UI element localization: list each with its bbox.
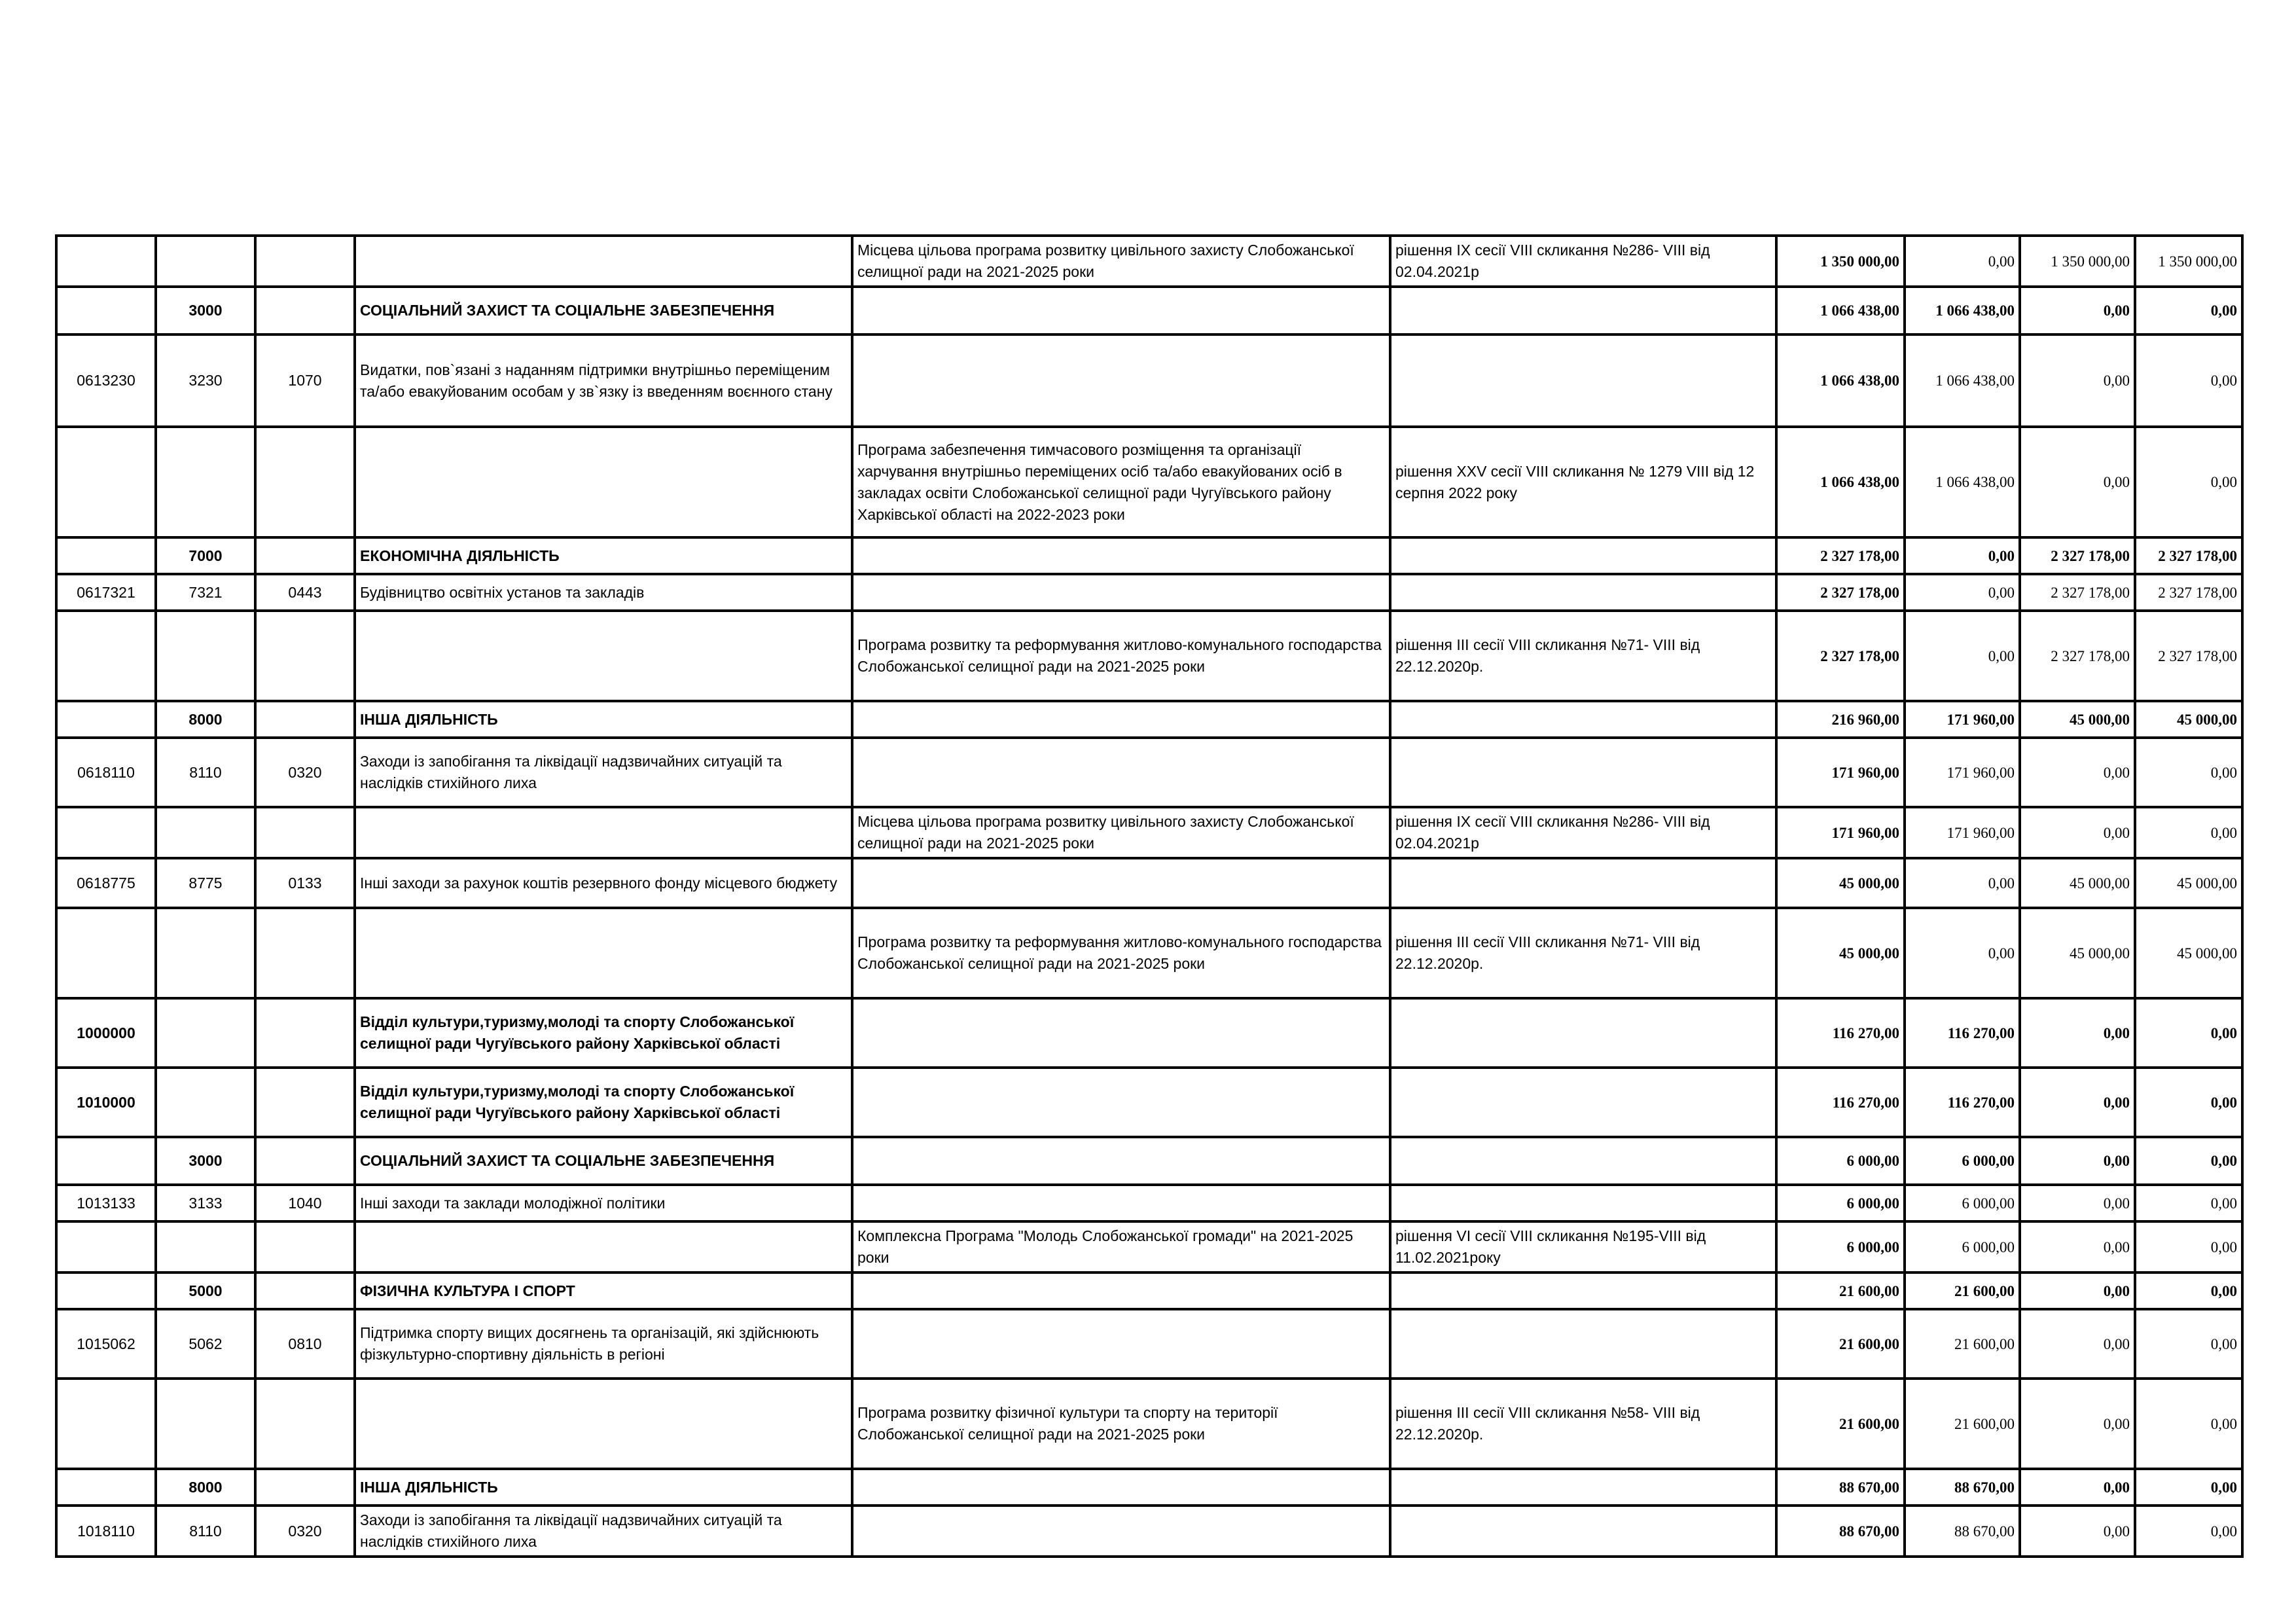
development-budget-amount: 0,00 [2135,334,2242,427]
total-amount: 116 270,00 [1776,998,1905,1068]
tpkv-code: 3230 [156,334,255,427]
kfkv-code [255,807,355,858]
special-fund-amount: 0,00 [2020,1221,2135,1272]
kpkv-code [56,807,156,858]
program-name [852,287,1390,334]
development-budget-amount: 0,00 [2135,427,2242,537]
general-fund-amount: 1 066 438,00 [1905,427,2020,537]
tpkv-code: 5062 [156,1309,255,1379]
table-row [56,427,2242,537]
kpkv-code [56,908,156,998]
development-budget-amount: 0,00 [2135,1137,2242,1185]
expenditure-name: ФІЗИЧНА КУЛЬТУРА І СПОРТ [355,1272,852,1309]
tpkv-code [156,1221,255,1272]
general-fund-amount: 0,00 [1905,574,2020,611]
table-row [56,998,2242,1068]
total-amount: 21 600,00 [1776,1309,1905,1379]
program-name [852,1272,1390,1309]
kfkv-code [255,1068,355,1137]
special-fund-amount: 0,00 [2020,1137,2135,1185]
general-fund-amount: 0,00 [1905,858,2020,908]
total-amount: 116 270,00 [1776,1068,1905,1137]
program-name [852,1137,1390,1185]
total-amount: 2 327 178,00 [1776,537,1905,574]
tpkv-code: 3000 [156,1137,255,1185]
kfkv-code: 0320 [255,738,355,807]
kpkv-code: 1000000 [56,998,156,1068]
kfkv-code [255,537,355,574]
kfkv-code [255,1221,355,1272]
table-row [56,1137,2242,1185]
special-fund-amount: 0,00 [2020,1309,2135,1379]
program-name: Комплексна Програма "Молодь Слобожанської громади" на 2021-2025 роки [852,1221,1390,1272]
general-fund-amount: 21 600,00 [1905,1309,2020,1379]
decision-ref: рішення III сесії VIII скликання №71- VIII від 22.12.2020р. [1390,908,1776,998]
special-fund-amount: 45 000,00 [2020,701,2135,738]
special-fund-amount: 0,00 [2020,1469,2135,1506]
program-name [852,701,1390,738]
special-fund-amount: 45 000,00 [2020,908,2135,998]
development-budget-amount: 0,00 [2135,287,2242,334]
table-row [56,1272,2242,1309]
table-row [56,701,2242,738]
tpkv-code [156,908,255,998]
decision-ref [1390,701,1776,738]
table-row [56,611,2242,701]
tpkv-code [156,998,255,1068]
tpkv-code: 8000 [156,701,255,738]
kfkv-code [255,611,355,701]
expenditure-name [355,908,852,998]
table-body [56,236,2242,1557]
program-name [852,738,1390,807]
program-name: Місцева цільова програма розвитку цивільного захисту Слобожанської селищної ради на 2021-2025 роки [852,236,1390,287]
program-name [852,858,1390,908]
development-budget-amount: 2 327 178,00 [2135,537,2242,574]
total-amount: 2 327 178,00 [1776,574,1905,611]
table-row [56,807,2242,858]
general-fund-amount: 6 000,00 [1905,1221,2020,1272]
program-name: Програма розвитку фізичної культури та спорту на території Слобожанської селищної ради на 2021-2025 роки [852,1379,1390,1469]
total-amount: 2 327 178,00 [1776,611,1905,701]
tpkv-code: 7321 [156,574,255,611]
total-amount: 1 066 438,00 [1776,287,1905,334]
kpkv-code: 1013133 [56,1185,156,1221]
table-row [56,1309,2242,1379]
development-budget-amount: 45 000,00 [2135,908,2242,998]
decision-ref [1390,334,1776,427]
general-fund-amount: 88 670,00 [1905,1469,2020,1506]
tpkv-code [156,807,255,858]
special-fund-amount: 0,00 [2020,287,2135,334]
total-amount: 216 960,00 [1776,701,1905,738]
table-row [56,738,2242,807]
table-row [56,537,2242,574]
development-budget-amount: 0,00 [2135,738,2242,807]
kpkv-code [56,427,156,537]
tpkv-code: 8000 [156,1469,255,1506]
expenditure-name: ІНША ДІЯЛЬНІСТЬ [355,1469,852,1506]
development-budget-amount: 45 000,00 [2135,858,2242,908]
tpkv-code [156,1379,255,1469]
kfkv-code: 0443 [255,574,355,611]
special-fund-amount: 0,00 [2020,1379,2135,1469]
development-budget-amount: 2 327 178,00 [2135,574,2242,611]
total-amount: 21 600,00 [1776,1272,1905,1309]
total-amount: 171 960,00 [1776,807,1905,858]
kfkv-code [255,1272,355,1309]
total-amount: 88 670,00 [1776,1469,1905,1506]
expenditure-name [355,427,852,537]
table-row [56,858,2242,908]
kpkv-code [56,1469,156,1506]
total-amount: 1 066 438,00 [1776,427,1905,537]
decision-ref [1390,998,1776,1068]
table-row [56,1379,2242,1469]
general-fund-amount: 0,00 [1905,611,2020,701]
kfkv-code [255,1379,355,1469]
table-row [56,287,2242,334]
total-amount: 1 350 000,00 [1776,236,1905,287]
decision-ref [1390,1309,1776,1379]
table-row [56,908,2242,998]
expenditure-name [355,1379,852,1469]
general-fund-amount: 1 066 438,00 [1905,287,2020,334]
kpkv-code [56,1379,156,1469]
development-budget-amount: 45 000,00 [2135,701,2242,738]
program-name [852,1185,1390,1221]
general-fund-amount: 21 600,00 [1905,1379,2020,1469]
decision-ref: рішення III сесії VIII скликання №71- VIII від 22.12.2020р. [1390,611,1776,701]
decision-ref [1390,858,1776,908]
expenditure-name: Підтримка спорту вищих досягнень та організацій, які здійснюють фізкультурно-спортивну діяльність в регіоні [355,1309,852,1379]
total-amount: 1 066 438,00 [1776,334,1905,427]
program-name [852,998,1390,1068]
kfkv-code [255,908,355,998]
tpkv-code: 7000 [156,537,255,574]
kfkv-code: 1040 [255,1185,355,1221]
expenditure-name: ІНША ДІЯЛЬНІСТЬ [355,701,852,738]
special-fund-amount: 0,00 [2020,998,2135,1068]
total-amount: 6 000,00 [1776,1185,1905,1221]
expenditure-name: СОЦІАЛЬНИЙ ЗАХИСТ ТА СОЦІАЛЬНЕ ЗАБЕЗПЕЧЕННЯ [355,1137,852,1185]
decision-ref [1390,1185,1776,1221]
table-row [56,236,2242,287]
table-row [56,1469,2242,1506]
kfkv-code [255,701,355,738]
kpkv-code [56,1137,156,1185]
program-name [852,1506,1390,1557]
expenditure-name: СОЦІАЛЬНИЙ ЗАХИСТ ТА СОЦІАЛЬНЕ ЗАБЕЗПЕЧЕННЯ [355,287,852,334]
tpkv-code: 3000 [156,287,255,334]
general-fund-amount: 0,00 [1905,236,2020,287]
kfkv-code: 0320 [255,1506,355,1557]
expenditure-name: Відділ культури,туризму,молоді та спорту Слобожанської селищної ради Чугуївського району Харківської області [355,998,852,1068]
expenditure-name: Заходи із запобігання та ліквідації надзвичайних ситуацій та наслідків стихійного лиха [355,738,852,807]
decision-ref: рішення IX сесії VIII скликання №286- VIII від 02.04.2021р [1390,807,1776,858]
development-budget-amount: 0,00 [2135,1469,2242,1506]
program-name: Місцева цільова програма розвитку цивільного захисту Слобожанської селищної ради на 2021-2025 роки [852,807,1390,858]
general-fund-amount: 6 000,00 [1905,1185,2020,1221]
decision-ref [1390,574,1776,611]
kpkv-code [56,611,156,701]
decision-ref [1390,1068,1776,1137]
tpkv-code [156,611,255,701]
expenditure-name: Видатки, пов`язані з наданням підтримки внутрішньо переміщеним та/або евакуйованим особам у зв`язку із введенням воєнного стану [355,334,852,427]
special-fund-amount: 0,00 [2020,1068,2135,1137]
kpkv-code: 1010000 [56,1068,156,1137]
development-budget-amount: 0,00 [2135,1185,2242,1221]
kpkv-code [56,1221,156,1272]
tpkv-code [156,236,255,287]
decision-ref [1390,287,1776,334]
expenditure-name [355,236,852,287]
kpkv-code: 0618110 [56,738,156,807]
program-name [852,334,1390,427]
special-fund-amount: 0,00 [2020,1506,2135,1557]
general-fund-amount: 21 600,00 [1905,1272,2020,1309]
development-budget-amount: 0,00 [2135,1068,2242,1137]
kfkv-code: 0810 [255,1309,355,1379]
kfkv-code [255,1137,355,1185]
decision-ref: рішення III сесії VIII скликання №58- VIII від 22.12.2020р. [1390,1379,1776,1469]
special-fund-amount: 0,00 [2020,738,2135,807]
kfkv-code [255,1469,355,1506]
special-fund-amount: 0,00 [2020,1185,2135,1221]
general-fund-amount: 0,00 [1905,908,2020,998]
program-name: Програма розвитку та реформування житлово-комунального господарства Слобожанської селищної ради на 2021-2025 роки [852,611,1390,701]
tpkv-code [156,427,255,537]
table-row [56,1221,2242,1272]
tpkv-code: 8110 [156,738,255,807]
kfkv-code [255,427,355,537]
total-amount: 88 670,00 [1776,1506,1905,1557]
development-budget-amount: 0,00 [2135,1272,2242,1309]
decision-ref: рішення IX сесії VIII скликання №286- VIII від 02.04.2021р [1390,236,1776,287]
general-fund-amount: 116 270,00 [1905,1068,2020,1137]
total-amount: 6 000,00 [1776,1137,1905,1185]
special-fund-amount: 0,00 [2020,334,2135,427]
decision-ref: рішення XXV сесії VIII скликання № 1279 VIII від 12 серпня 2022 року [1390,427,1776,537]
program-name [852,1309,1390,1379]
development-budget-amount: 0,00 [2135,1506,2242,1557]
table-row [56,334,2242,427]
tpkv-code [156,1068,255,1137]
general-fund-amount: 0,00 [1905,537,2020,574]
special-fund-amount: 2 327 178,00 [2020,611,2135,701]
decision-ref [1390,1506,1776,1557]
kfkv-code: 1070 [255,334,355,427]
kpkv-code [56,236,156,287]
decision-ref [1390,1272,1776,1309]
special-fund-amount: 2 327 178,00 [2020,537,2135,574]
kpkv-code [56,701,156,738]
kpkv-code: 0618775 [56,858,156,908]
table-row [56,1185,2242,1221]
total-amount: 6 000,00 [1776,1221,1905,1272]
total-amount: 45 000,00 [1776,908,1905,998]
table-row [56,1068,2242,1137]
kfkv-code: 0133 [255,858,355,908]
special-fund-amount: 2 327 178,00 [2020,574,2135,611]
kpkv-code: 1015062 [56,1309,156,1379]
special-fund-amount: 0,00 [2020,1272,2135,1309]
program-name [852,574,1390,611]
kpkv-code [56,1272,156,1309]
expenditure-name: ЕКОНОМІЧНА ДІЯЛЬНІСТЬ [355,537,852,574]
tpkv-code: 3133 [156,1185,255,1221]
development-budget-amount: 0,00 [2135,807,2242,858]
development-budget-amount: 1 350 000,00 [2135,236,2242,287]
tpkv-code: 5000 [156,1272,255,1309]
special-fund-amount: 0,00 [2020,807,2135,858]
general-fund-amount: 1 066 438,00 [1905,334,2020,427]
expenditure-name: Відділ культури,туризму,молоді та спорту Слобожанської селищної ради Чугуївського району Харківської області [355,1068,852,1137]
general-fund-amount: 171 960,00 [1905,738,2020,807]
tpkv-code: 8775 [156,858,255,908]
kfkv-code [255,287,355,334]
kpkv-code: 1018110 [56,1506,156,1557]
kpkv-code: 0613230 [56,334,156,427]
development-budget-amount: 0,00 [2135,998,2242,1068]
kfkv-code [255,998,355,1068]
program-name: Програма розвитку та реформування житлово-комунального господарства Слобожанської селищної ради на 2021-2025 роки [852,908,1390,998]
expenditure-name: Будівництво освітніх установ та закладів [355,574,852,611]
program-name [852,1469,1390,1506]
general-fund-amount: 116 270,00 [1905,998,2020,1068]
expenditure-name: Інші заходи та заклади молодіжної політики [355,1185,852,1221]
kpkv-code [56,287,156,334]
general-fund-amount: 88 670,00 [1905,1506,2020,1557]
table-row [56,574,2242,611]
table-row [56,1506,2242,1557]
special-fund-amount: 1 350 000,00 [2020,236,2135,287]
program-name [852,537,1390,574]
tpkv-code: 8110 [156,1506,255,1557]
kpkv-code: 0617321 [56,574,156,611]
development-budget-amount: 0,00 [2135,1379,2242,1469]
expenditure-name [355,611,852,701]
total-amount: 171 960,00 [1776,738,1905,807]
program-name [852,1068,1390,1137]
decision-ref [1390,1137,1776,1185]
special-fund-amount: 45 000,00 [2020,858,2135,908]
expenditure-name: Інші заходи за рахунок коштів резервного фонду місцевого бюджету [355,858,852,908]
kfkv-code [255,236,355,287]
budget-program-table [55,234,2244,1558]
general-fund-amount: 171 960,00 [1905,807,2020,858]
kpkv-code [56,537,156,574]
development-budget-amount: 0,00 [2135,1309,2242,1379]
development-budget-amount: 0,00 [2135,1221,2242,1272]
general-fund-amount: 6 000,00 [1905,1137,2020,1185]
special-fund-amount: 0,00 [2020,427,2135,537]
decision-ref [1390,738,1776,807]
expenditure-name [355,807,852,858]
program-name: Програма забезпечення тимчасового розміщення та організації харчування внутрішньо переміщених осіб та/або евакуйованих осіб в закладах освіти Слобожанської селищної ради Чугуївського району Харківської області на 2022-2023 роки [852,427,1390,537]
decision-ref [1390,1469,1776,1506]
decision-ref [1390,537,1776,574]
decision-ref: рішення VI сесії VIII скликання №195-VIII від 11.02.2021року [1390,1221,1776,1272]
development-budget-amount: 2 327 178,00 [2135,611,2242,701]
expenditure-name [355,1221,852,1272]
general-fund-amount: 171 960,00 [1905,701,2020,738]
expenditure-name: Заходи із запобігання та ліквідації надзвичайних ситуацій та наслідків стихійного лиха [355,1506,852,1557]
total-amount: 21 600,00 [1776,1379,1905,1469]
total-amount: 45 000,00 [1776,858,1905,908]
